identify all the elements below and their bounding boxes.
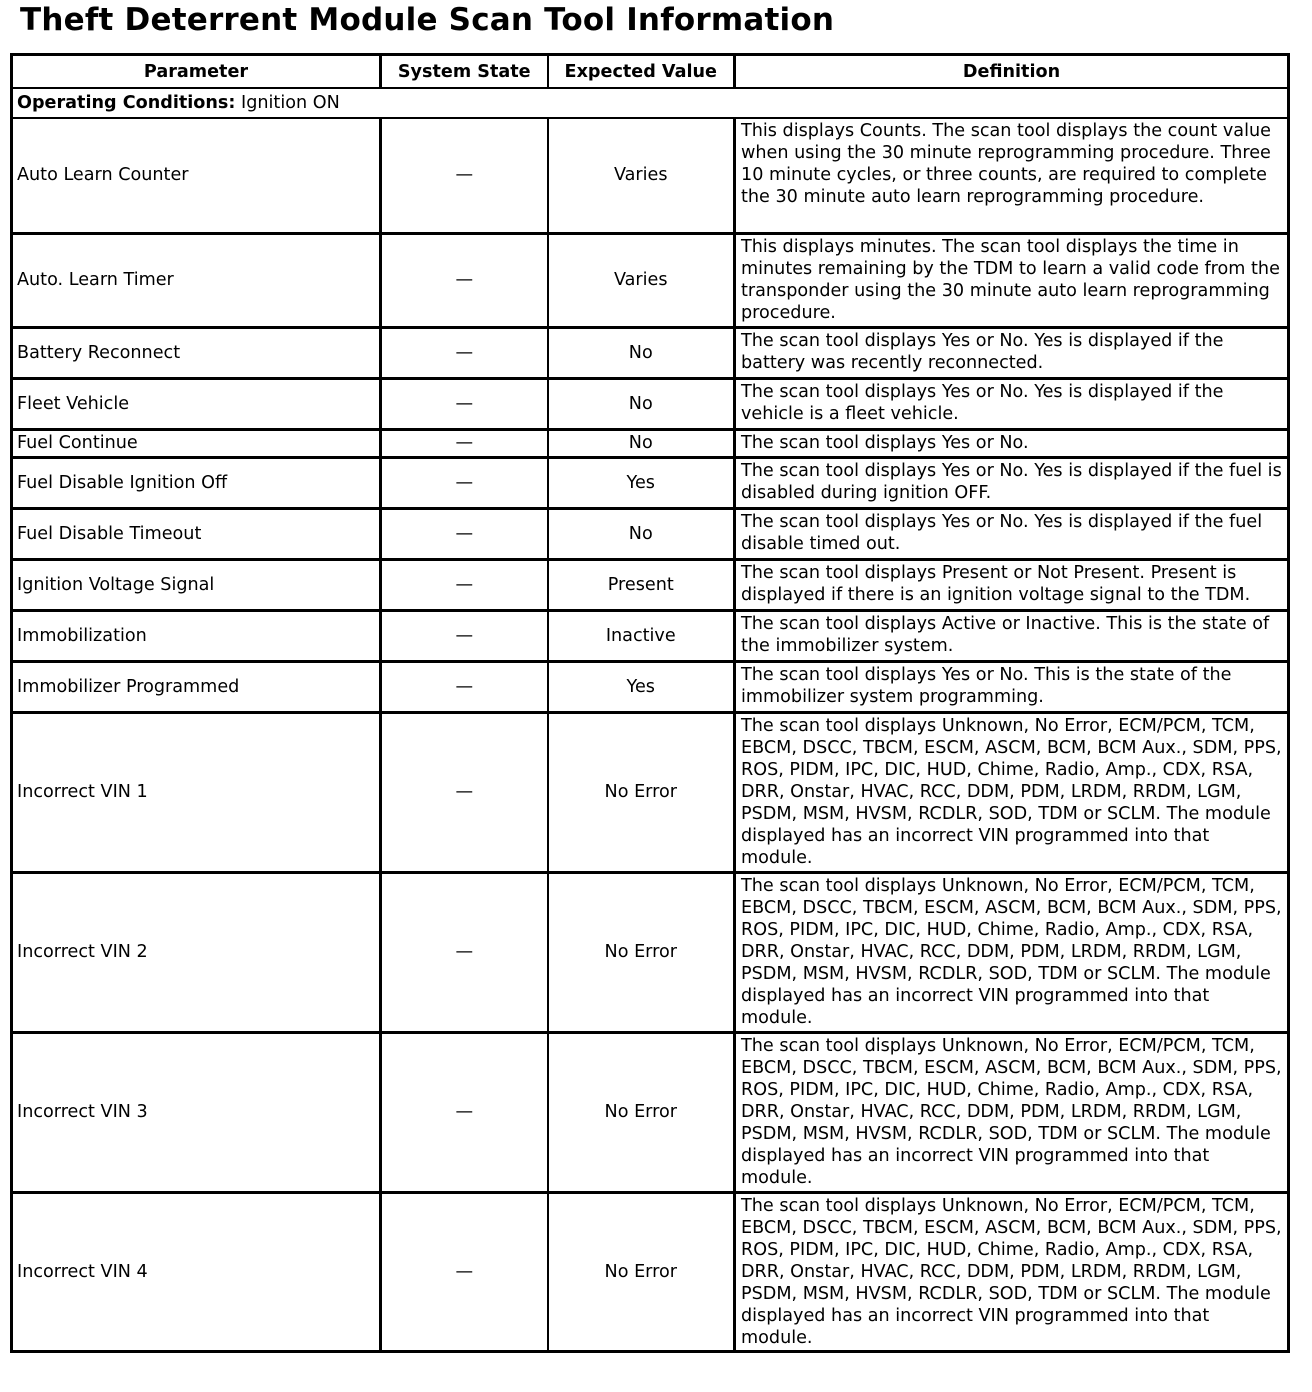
table-row: [12, 327, 1289, 378]
expected-value-cell: Inactive: [548, 610, 735, 661]
system-state-cell: —: [381, 712, 548, 872]
expected-value-cell: No Error: [548, 712, 735, 872]
system-state-cell: —: [381, 661, 548, 712]
definition-cell: The scan tool displays Unknown, No Error, ECM/PCM, TCM, EBCM, DSCC, TBCM, ESCM, ASCM, BCM, BCM Aux., SDM, PPS, ROS, PIDM, IPC, DIC, HUD, Chime, Radio, Amp., CDX, RSA, DRR, Onstar, HVAC, RCC, DDM, PDM, LRDM, RRDM, LGM, PSDM, MSM, HVSM, RCDLR, SOD, TDM or SCLM. The module displayed has an incorrect VIN programmed into that module.: [735, 872, 1289, 1032]
operating-conditions-value: Ignition ON: [235, 93, 340, 113]
table-row: [12, 429, 1289, 457]
page-title: Theft Deterrent Module Scan Tool Information: [20, 2, 835, 38]
system-state-cell: —: [381, 1032, 548, 1192]
definition-cell: The scan tool displays Unknown, No Error, ECM/PCM, TCM, EBCM, DSCC, TBCM, ESCM, ASCM, BCM, BCM Aux., SDM, PPS, ROS, PIDM, IPC, DIC, HUD, Chime, Radio, Amp., CDX, RSA, DRR, Onstar, HVAC, RCC, DDM, PDM, LRDM, RRDM, LGM, PSDM, MSM, HVSM, RCDLR, SOD, TDM or SCLM. The module displayed has an incorrect VIN programmed into that module.: [735, 1192, 1289, 1351]
expected-value-cell: No Error: [548, 1032, 735, 1192]
parameter-cell: Immobilizer Programmed: [12, 661, 381, 712]
scan-tool-table: [10, 53, 1290, 1353]
system-state-cell: —: [381, 378, 548, 429]
system-state-cell: —: [381, 457, 548, 508]
parameter-cell: Fuel Disable Timeout: [12, 508, 381, 559]
table-row: [12, 233, 1289, 327]
definition-cell: The scan tool displays Present or Not Present. Present is displayed if there is an ignition voltage signal to the TDM.: [735, 559, 1289, 610]
parameter-cell: Fuel Disable Ignition Off: [12, 457, 381, 508]
header-expected-value: Expected Value: [548, 55, 735, 89]
operating-conditions-label: Operating Conditions:: [17, 93, 236, 113]
parameter-cell: Auto Learn Counter: [12, 118, 381, 233]
table-row: [12, 610, 1289, 661]
system-state-cell: —: [381, 508, 548, 559]
parameter-cell: Incorrect VIN 4: [12, 1192, 381, 1351]
expected-value-cell: Yes: [548, 457, 735, 508]
definition-cell: This displays minutes. The scan tool displays the time in minutes remaining by the TDM to learn a valid code from the transponder using the 30 minute auto learn reprogramming procedure.: [735, 233, 1289, 327]
system-state-cell: —: [381, 610, 548, 661]
expected-value-cell: No Error: [548, 1192, 735, 1351]
expected-value-cell: No: [548, 327, 735, 378]
expected-value-cell: Varies: [548, 233, 735, 327]
parameter-cell: Ignition Voltage Signal: [12, 559, 381, 610]
parameter-cell: Fleet Vehicle: [12, 378, 381, 429]
expected-value-cell: Present: [548, 559, 735, 610]
header-definition: Definition: [735, 55, 1289, 89]
table-row: [12, 661, 1289, 712]
table-row: [12, 872, 1289, 1032]
header-parameter: Parameter: [12, 55, 381, 89]
system-state-cell: —: [381, 327, 548, 378]
table-row: [12, 1032, 1289, 1192]
parameter-cell: Incorrect VIN 2: [12, 872, 381, 1032]
operating-conditions: [12, 88, 1289, 118]
header-system-state: System State: [381, 55, 548, 89]
system-state-cell: —: [381, 1192, 548, 1351]
system-state-cell: —: [381, 233, 548, 327]
expected-value-cell: No: [548, 378, 735, 429]
header-row: [12, 55, 1289, 89]
definition-cell: The scan tool displays Yes or No. Yes is displayed if the fuel disable timed out.: [735, 508, 1289, 559]
table-row: [12, 559, 1289, 610]
table-row: [12, 118, 1289, 233]
table-row: [12, 1192, 1289, 1351]
table-row: [12, 457, 1289, 508]
definition-cell: The scan tool displays Yes or No. Yes is displayed if the battery was recently reconnected.: [735, 327, 1289, 378]
expected-value-cell: Yes: [548, 661, 735, 712]
system-state-cell: —: [381, 429, 548, 457]
definition-cell: The scan tool displays Yes or No. This is the state of the immobilizer system programming.: [735, 661, 1289, 712]
definition-cell: The scan tool displays Yes or No. Yes is displayed if the fuel is disabled during ignition OFF.: [735, 457, 1289, 508]
parameter-cell: Auto. Learn Timer: [12, 233, 381, 327]
parameter-cell: Incorrect VIN 3: [12, 1032, 381, 1192]
table-row: [12, 508, 1289, 559]
table-row: [12, 712, 1289, 872]
parameter-cell: Incorrect VIN 1: [12, 712, 381, 872]
operating-conditions-row: [12, 88, 1289, 118]
expected-value-cell: No: [548, 429, 735, 457]
expected-value-cell: No Error: [548, 872, 735, 1032]
system-state-cell: —: [381, 559, 548, 610]
expected-value-cell: Varies: [548, 118, 735, 233]
definition-cell: The scan tool displays Active or Inactive. This is the state of the immobilizer system.: [735, 610, 1289, 661]
parameter-cell: Immobilization: [12, 610, 381, 661]
expected-value-cell: No: [548, 508, 735, 559]
system-state-cell: —: [381, 118, 548, 233]
definition-cell: The scan tool displays Yes or No. Yes is displayed if the vehicle is a fleet vehicle.: [735, 378, 1289, 429]
definition-cell: This displays Counts. The scan tool displays the count value when using the 30 minute reprogramming procedure. Three 10 minute cycles, or three counts, are required to complete the 30 minute auto learn reprogramming procedure.: [735, 118, 1289, 233]
definition-cell: The scan tool displays Unknown, No Error, ECM/PCM, TCM, EBCM, DSCC, TBCM, ESCM, ASCM, BCM, BCM Aux., SDM, PPS, ROS, PIDM, IPC, DIC, HUD, Chime, Radio, Amp., CDX, RSA, DRR, Onstar, HVAC, RCC, DDM, PDM, LRDM, RRDM, LGM, PSDM, MSM, HVSM, RCDLR, SOD, TDM or SCLM. The module displayed has an incorrect VIN programmed into that module.: [735, 712, 1289, 872]
parameter-cell: Fuel Continue: [12, 429, 381, 457]
parameter-cell: Battery Reconnect: [12, 327, 381, 378]
table-row: [12, 378, 1289, 429]
definition-cell: The scan tool displays Yes or No.: [735, 429, 1289, 457]
system-state-cell: —: [381, 872, 548, 1032]
definition-cell: The scan tool displays Unknown, No Error, ECM/PCM, TCM, EBCM, DSCC, TBCM, ESCM, ASCM, BCM, BCM Aux., SDM, PPS, ROS, PIDM, IPC, DIC, HUD, Chime, Radio, Amp., CDX, RSA, DRR, Onstar, HVAC, RCC, DDM, PDM, LRDM, RRDM, LGM, PSDM, MSM, HVSM, RCDLR, SOD, TDM or SCLM. The module displayed has an incorrect VIN programmed into that module.: [735, 1032, 1289, 1192]
